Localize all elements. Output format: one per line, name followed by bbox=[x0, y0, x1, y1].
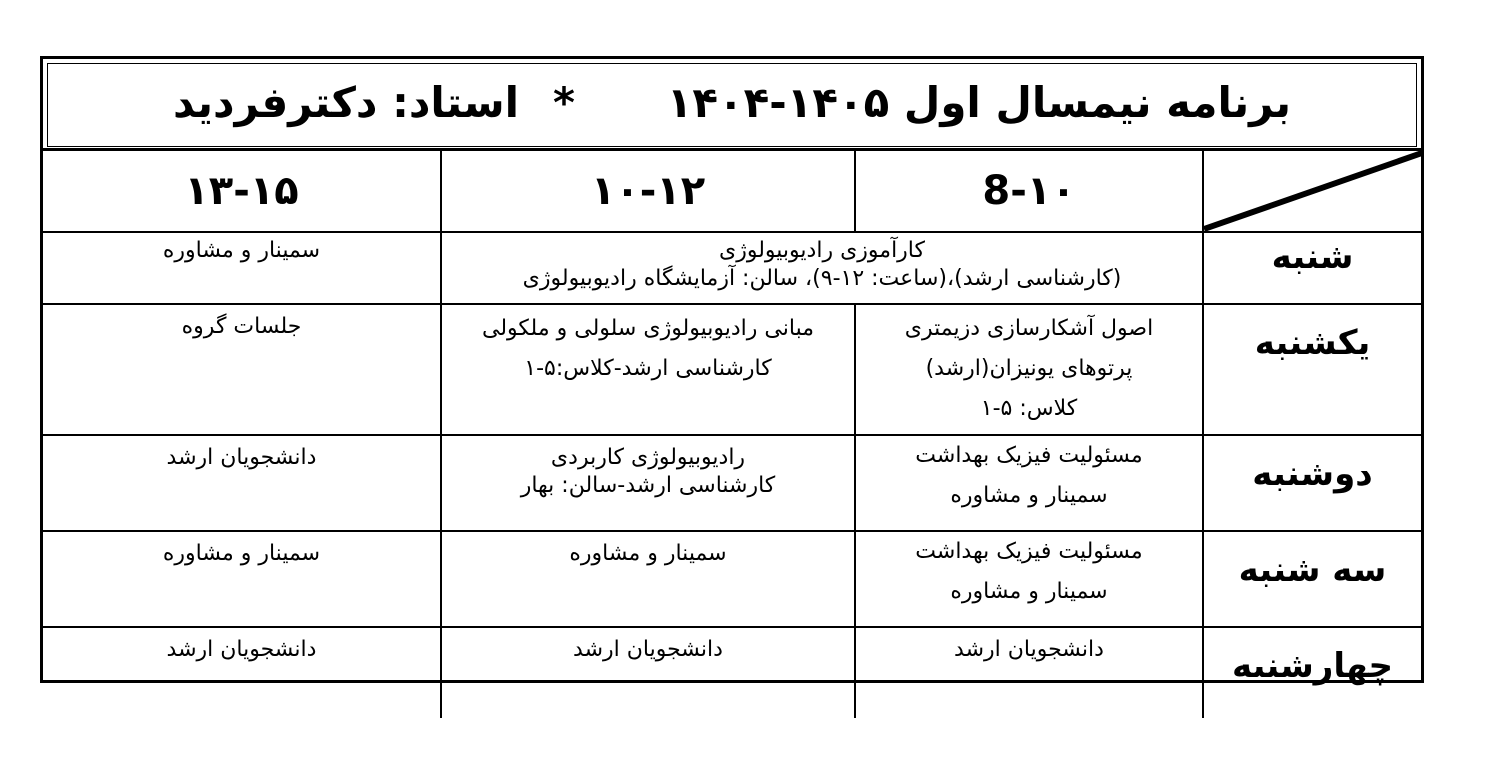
schedule-cell bbox=[441, 304, 855, 435]
table-row bbox=[43, 232, 1421, 304]
schedule-cell bbox=[855, 435, 1203, 531]
schedule-cell bbox=[855, 531, 1203, 627]
schedule-cell bbox=[43, 304, 441, 435]
day-label: یکشنبه bbox=[1254, 323, 1371, 363]
schedule-cell bbox=[43, 435, 441, 531]
day-label: سه شنبه bbox=[1238, 550, 1387, 590]
schedule-cell-merged bbox=[441, 232, 1203, 304]
table-row bbox=[43, 435, 1421, 531]
cell-text: مبانی رادیوبیولوژی سلولی و ملکولی bbox=[482, 316, 814, 341]
cell-text: دانشجویان ارشد bbox=[954, 637, 1104, 662]
cell-text: کارشناسی ارشد-سالن: بهار bbox=[520, 473, 776, 498]
day-cell bbox=[1203, 627, 1421, 718]
time-slot-3-label: ۱۳-۱۵ bbox=[184, 168, 299, 214]
day-cell bbox=[1203, 304, 1421, 435]
title-separator: * bbox=[553, 78, 575, 127]
cell-text: دانشجویان ارشد bbox=[166, 445, 317, 470]
schedule-cell bbox=[441, 435, 855, 531]
schedule-cell bbox=[43, 531, 441, 627]
cell-text: دانشجویان ارشد bbox=[573, 637, 723, 662]
schedule-cell bbox=[855, 627, 1203, 718]
table-row bbox=[43, 627, 1421, 718]
day-cell bbox=[1203, 435, 1421, 531]
cell-text: سمینار و مشاوره bbox=[950, 483, 1108, 508]
day-label: شنبه bbox=[1271, 237, 1354, 277]
schedule-cell bbox=[43, 627, 441, 718]
cell-text: اصول آشکارسازی دزیمتری bbox=[904, 316, 1154, 341]
time-slot-2-label: ۱۰-۱۲ bbox=[590, 168, 706, 214]
schedule-title: برنامه نیمسال اول ۱۴۰۵-۱۴۰۴ bbox=[666, 78, 1291, 127]
day-cell bbox=[1203, 531, 1421, 627]
table-row bbox=[43, 531, 1421, 627]
time-slot-header bbox=[441, 151, 855, 232]
time-slot-header bbox=[43, 151, 441, 232]
cell-text: رادیوبیولوژی کاربردی bbox=[550, 445, 746, 470]
cell-text: سمینار و مشاوره bbox=[950, 579, 1108, 604]
cell-text: کارآموزی رادیوبیولوژی bbox=[719, 238, 925, 263]
schedule-cell bbox=[43, 232, 441, 304]
cell-text: دانشجویان ارشد bbox=[166, 637, 317, 662]
time-slot-header bbox=[855, 151, 1203, 232]
table-row bbox=[43, 304, 1421, 435]
day-cell bbox=[1203, 232, 1421, 304]
cell-text: پرتوهای یونیزان(ارشد) bbox=[925, 356, 1133, 381]
corner-diagonal bbox=[1204, 151, 1422, 231]
day-label: چهارشنبه bbox=[1231, 646, 1394, 686]
cell-text: کارشناسی ارشد-کلاس:۵-۱ bbox=[524, 356, 772, 381]
schedule-table bbox=[43, 151, 1421, 718]
cell-text: کلاس: ۵-۱ bbox=[980, 396, 1078, 421]
cell-text: سمینار و مشاوره bbox=[569, 541, 727, 566]
cell-text: سمینار و مشاوره bbox=[162, 541, 321, 566]
title-row bbox=[43, 59, 1421, 151]
cell-text: مسئولیت فیزیک بهداشت bbox=[915, 539, 1143, 564]
schedule-cell bbox=[855, 304, 1203, 435]
schedule-sheet bbox=[40, 56, 1424, 686]
cell-text: سمینار و مشاوره bbox=[162, 238, 321, 263]
cell-text: مسئولیت فیزیک بهداشت bbox=[915, 443, 1143, 468]
cell-text: (کارشناسی ارشد)،(ساعت: ۱۲-۹)، سالن: آزمایشگاه رادیوبیولوژی bbox=[522, 266, 1122, 291]
corner-cell bbox=[1203, 151, 1421, 232]
time-header-row bbox=[43, 151, 1421, 232]
schedule-cell bbox=[441, 531, 855, 627]
day-label: دوشنبه bbox=[1252, 454, 1373, 494]
time-slot-1-label: 8-۱۰ bbox=[982, 168, 1076, 214]
schedule-cell bbox=[441, 627, 855, 718]
professor-name: استاد: دکترفردید bbox=[173, 78, 520, 127]
cell-text: جلسات گروه bbox=[181, 314, 302, 339]
